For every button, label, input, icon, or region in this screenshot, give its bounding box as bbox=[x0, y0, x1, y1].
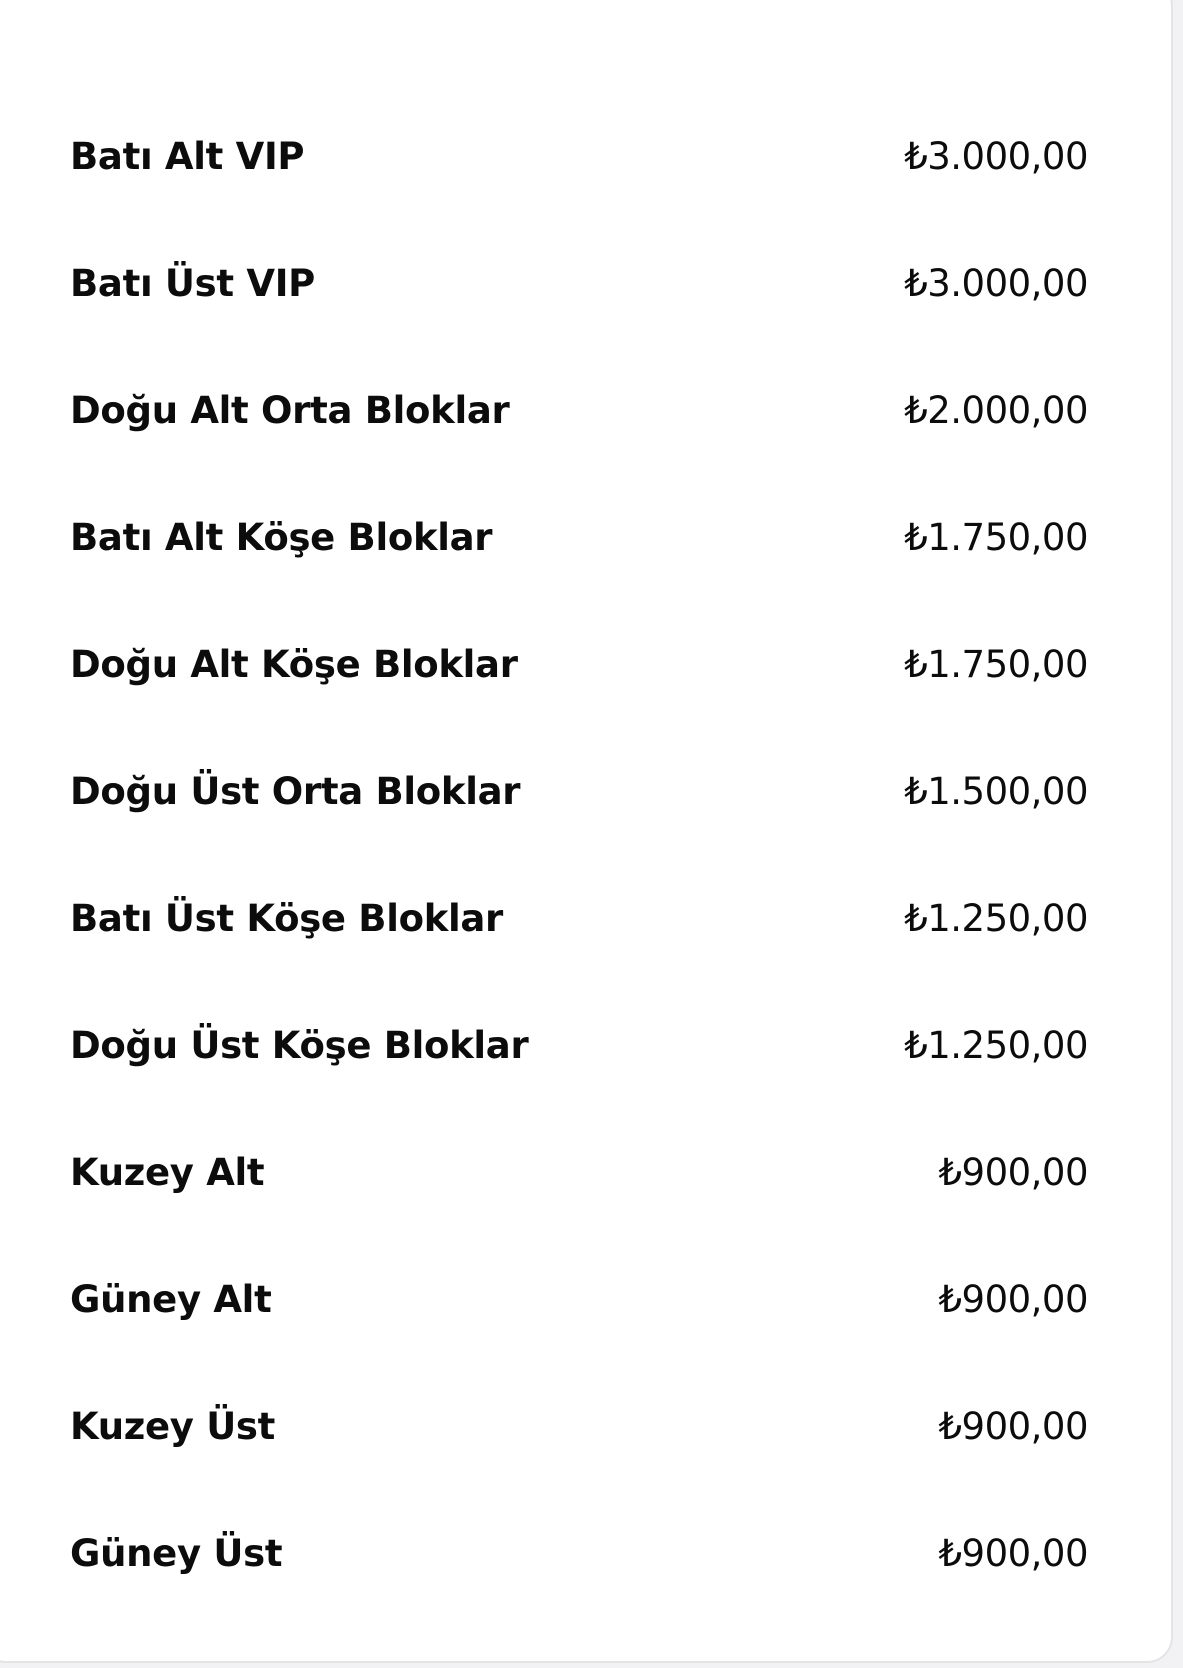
price-list-item[interactable] bbox=[70, 220, 1088, 347]
category-price: ₺1.500,00 bbox=[904, 770, 1088, 813]
category-name: Kuzey Alt bbox=[70, 1151, 265, 1194]
category-name: Güney Alt bbox=[70, 1278, 272, 1321]
category-price: ₺1.750,00 bbox=[904, 516, 1088, 559]
category-name: Batı Alt Köşe Bloklar bbox=[70, 516, 493, 559]
category-price: ₺1.250,00 bbox=[904, 1024, 1088, 1067]
category-price: ₺3.000,00 bbox=[904, 262, 1088, 305]
category-price: ₺900,00 bbox=[938, 1151, 1088, 1194]
category-name: Kuzey Üst bbox=[70, 1405, 276, 1448]
category-name: Batı Üst VIP bbox=[70, 262, 315, 305]
price-list-item[interactable] bbox=[70, 474, 1088, 601]
price-list-item[interactable] bbox=[70, 601, 1088, 728]
category-name: Güney Üst bbox=[70, 1532, 283, 1575]
category-price: ₺3.000,00 bbox=[904, 135, 1088, 178]
category-name: Batı Üst Köşe Bloklar bbox=[70, 897, 504, 940]
category-price: ₺1.750,00 bbox=[904, 643, 1088, 686]
price-list-item[interactable] bbox=[70, 982, 1088, 1109]
category-price: ₺900,00 bbox=[938, 1405, 1088, 1448]
price-list-item[interactable] bbox=[70, 1490, 1088, 1617]
category-name: Doğu Alt Orta Bloklar bbox=[70, 389, 510, 432]
price-list-item[interactable] bbox=[70, 728, 1088, 855]
category-price: ₺1.250,00 bbox=[904, 897, 1088, 940]
category-price: ₺900,00 bbox=[938, 1278, 1088, 1321]
category-name: Doğu Üst Köşe Bloklar bbox=[70, 1024, 529, 1067]
price-list-item[interactable] bbox=[70, 855, 1088, 982]
category-price: ₺900,00 bbox=[938, 1532, 1088, 1575]
category-name: Doğu Üst Orta Bloklar bbox=[70, 770, 521, 813]
price-list-item[interactable] bbox=[70, 1236, 1088, 1363]
price-list-item[interactable] bbox=[70, 93, 1088, 220]
category-name: Doğu Alt Köşe Bloklar bbox=[70, 643, 518, 686]
category-name: Batı Alt VIP bbox=[70, 135, 305, 178]
price-list-item[interactable] bbox=[70, 1109, 1088, 1236]
price-list-item[interactable] bbox=[70, 1363, 1088, 1490]
price-list-item[interactable] bbox=[70, 347, 1088, 474]
category-price: ₺2.000,00 bbox=[904, 389, 1088, 432]
price-list bbox=[70, 93, 1088, 1617]
